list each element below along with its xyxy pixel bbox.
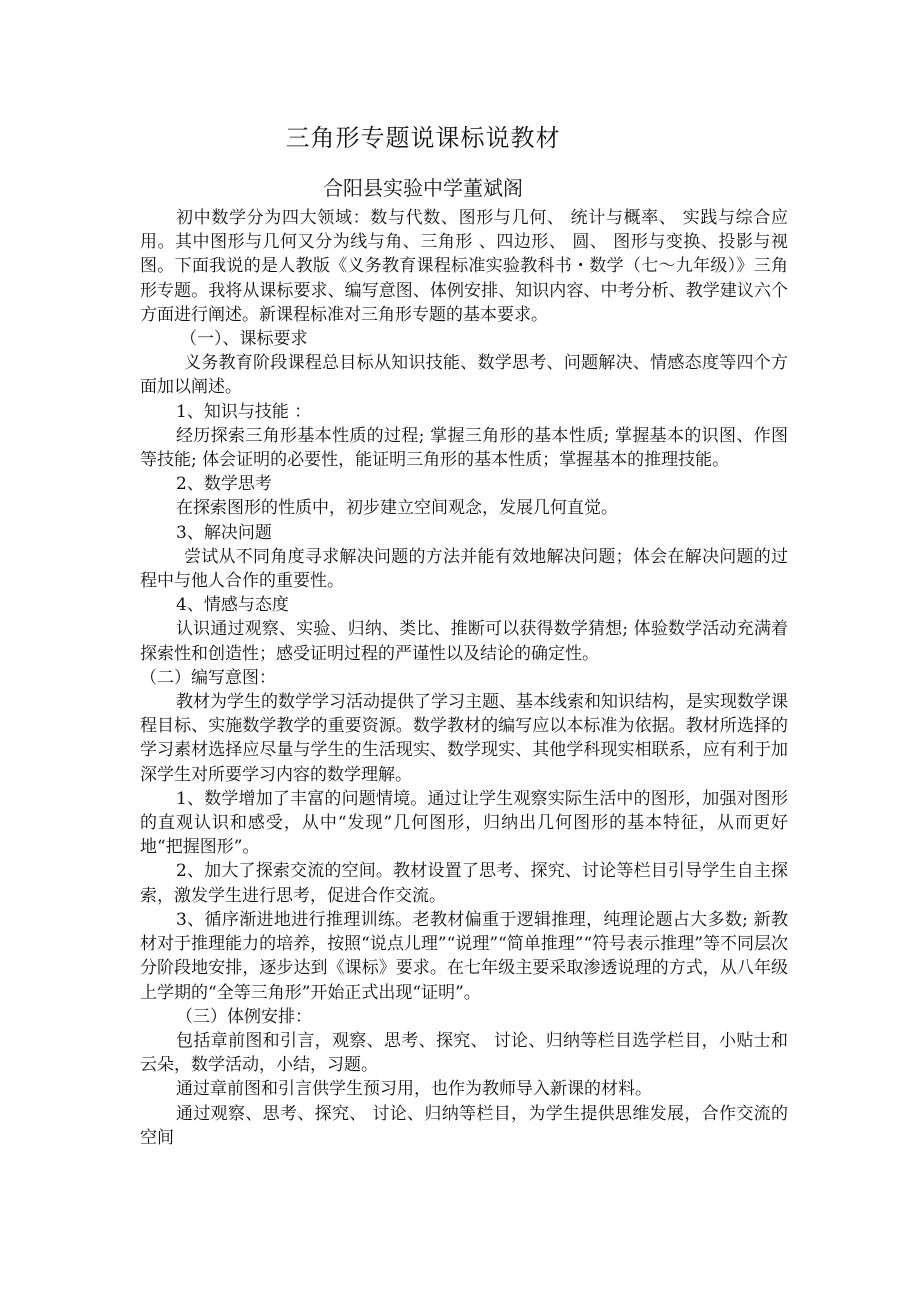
paragraph: 1、数学增加了丰富的问题情境。通过让学生观察实际生活中的图形，加强对图形的直观认识和感受，从中“发现”几何图形，归纳出几何图形的基本特征，从而更好地“把握图形”。 <box>140 788 788 858</box>
paragraph: 2、加大了探索交流的空间。教材设置了思考、探究、讨论等栏目引导学生自主探索，激发学生进行思考，促进合作交流。 <box>140 861 788 906</box>
paragraph: 教材为学生的数学学习活动提供了学习主题、基本线索和知识结构，是实现数学课程目标、实施数学教学的重要资源。数学教材的编写应以本标准为依据。教材所选择的学习素材选择应尽量与学生的生活现实、数学现实、其他学科现实相联系，应有利于加深学生对所要学习内容的数学理解。 <box>140 692 788 785</box>
document-title: 三角形专题说课标说教材 <box>285 124 561 152</box>
paragraph: 在探索图形的性质中，初步建立空间观念，发展几何直觉。 <box>176 498 618 519</box>
paragraph: 义务教育阶段课程总目标从知识技能、数学思考、问题解决、情感态度等四个方面加以阐述。 <box>140 353 788 398</box>
paragraph: 包括章前图和引言，观察、思考、探究、 讨论、归纳等栏目选学栏目，小贴士和云朵，数学活动，小结，习题。 <box>140 1030 788 1076</box>
paragraph: 认识通过观察、实验、归纳、类比、推断可以获得数学猜想; 体验数学活动充满着探索性和创造性；感受证明过程的严谨性以及结论的确定性。 <box>140 619 788 664</box>
paragraph: （三）体例安排： <box>176 1006 312 1027</box>
paragraph: （二）编写意图： <box>140 667 276 688</box>
paragraph: 初中数学分为四大领域：数与代数、图形与几何、 统计与概率、 实践与综合应用。其中图形与几何又分为线与角、三角形 、四边形、 圆、 图形与变换、投影与视图。下面我说的是人教版《义务教育课程标准实验教科书・数学（七～九年级）》三角形专题。我将从课标要求、编写意图、体例安排、知识内容、中考分析、教学建议六个方面进行阐述。新课程标准对三角形专题的基本要求。 <box>140 208 788 325</box>
paragraph: 经历探索三角形基本性质的过程; 掌握三角形的基本性质; 掌握基本的识图、作图等技能; 体会证明的必要性，能证明三角形的基本性质；掌握基本的推理技能。 <box>140 425 788 471</box>
paragraph: 通过章前图和引言供学生预习用，也作为教师导入新课的材料。 <box>176 1079 652 1100</box>
paragraph: 尝试从不同角度寻求解决问题的方法并能有效地解决问题；体会在解决问题的过程中与他人合作的重要性。 <box>140 546 788 592</box>
document-author: 合阳县实验中学董斌阁 <box>323 176 523 200</box>
paragraph: 3、解决问题 <box>176 522 272 543</box>
paragraph: 通过观察、思考、探究、 讨论、归纳等栏目，为学生提供思维发展，合作交流的空间 <box>140 1103 788 1148</box>
document-body <box>140 206 788 1150</box>
paragraph: （一）、课标要求 <box>180 329 308 350</box>
paragraph: 4、情感与态度 <box>176 595 289 616</box>
paragraph: 1、知识与技能 ： <box>176 401 312 422</box>
paragraph: 2、数学思考 <box>176 474 272 495</box>
paragraph: 3、循序渐进地进行推理训练。老教材偏重于逻辑推理，纯理论题占大多数; 新教材对于推理能力的培养，按照“说点儿理”“说理”“简单推理”“符号表示推理”等不同层次分阶段地安排，逐步达到《课标》要求。在七年级主要采取渗透说理的方式，从八年级上学期的“全等三角形”开始正式出现“证明”。 <box>140 909 788 1003</box>
